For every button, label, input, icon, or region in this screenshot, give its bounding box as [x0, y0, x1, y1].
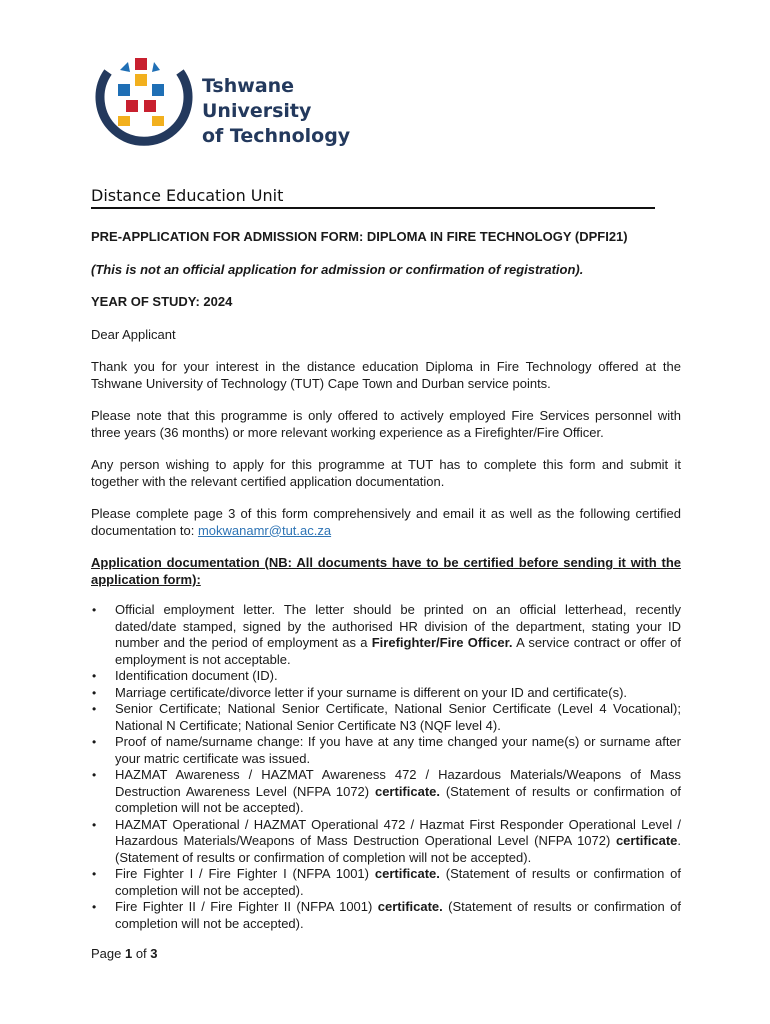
list-item: • Marriage certificate/divorce letter if your surname is different on your ID and certificate(s). — [91, 685, 681, 702]
list-item: • Identification document (ID). — [91, 668, 681, 685]
list-item: • Senior Certificate; National Senior Certificate, National Senior Certificate (Level 4 Vocational); National N Certificate; National Senior Certificate N3 (NQF level 4). — [91, 701, 681, 734]
university-name-line2: of Technology — [202, 125, 351, 147]
unit-title: Distance Education Unit — [91, 186, 655, 209]
list-item: • HAZMAT Operational / HAZMAT Operational 472 / Hazmat First Responder Operational Level / Hazardous Materials/Weapons of Mass Destruction Operational Level (NFPA 1072) certificate. (Statement of results or confirmation of completion will not be accepted). — [91, 817, 681, 867]
list-item: • Proof of name/surname change: If you have at any time changed your name(s) or surname after your matric certificate was issued. — [91, 734, 681, 767]
list-item: • Official employment letter. The letter should be printed on an official letterhead, recently dated/date stamped, signed by the authorised HR division of the department, stating your ID number and the period of employment as a Firefighter/Fire Officer. A service contract or offer of employment is not acceptable. — [91, 602, 681, 668]
form-title: PRE-APPLICATION FOR ADMISSION FORM: DIPLOMA IN FIRE TECHNOLOGY (DPFI21) — [91, 229, 628, 244]
documents-list — [91, 602, 681, 932]
document-body — [91, 229, 681, 932]
university-name-line1: Tshwane University — [202, 75, 312, 122]
list-item: • Fire Fighter II / Fire Fighter II (NFPA 1001) certificate. (Statement of results or confirmation of completion will not be accepted). — [91, 899, 681, 932]
eligibility-paragraph: Please note that this programme is only offered to actively employed Fire Services personnel with three years (36 months) or more relevant working experience as a Firefighter/Fire Officer. — [91, 408, 681, 440]
email-paragraph — [91, 506, 681, 539]
docs-heading: Application documentation (NB: All documents have to be certified before sending it with the application form): — [91, 555, 681, 587]
greeting: Dear Applicant — [91, 326, 176, 342]
email-link[interactable]: mokwanamr@tut.ac.za — [197, 522, 332, 538]
submission-paragraph: Any person wishing to apply for this programme at TUT has to complete this form and submit it together with the relevant certified application documentation. — [91, 457, 681, 489]
university-logo — [88, 44, 408, 154]
year-of-study: YEAR OF STUDY: 2024 — [91, 294, 233, 309]
university-name — [202, 74, 408, 149]
logo-emblem-icon — [88, 44, 198, 154]
list-item: • HAZMAT Awareness / HAZMAT Awareness 472 / Hazardous Materials/Weapons of Mass Destruction Awareness Level (NFPA 1072) certificate. (Statement of results or confirmation of completion will not be accepted). — [91, 767, 681, 817]
email-instruction: Please complete page 3 of this form comprehensively and email it as well as the following certified documentation to: — [91, 506, 681, 538]
disclaimer: (This is not an official application for admission or confirmation of registration). — [91, 261, 584, 277]
list-item: • Fire Fighter I / Fire Fighter I (NFPA 1001) certificate. (Statement of results or confirmation of completion will not be accepted). — [91, 866, 681, 899]
page-number: Page 1 of 3 — [91, 946, 158, 961]
intro-paragraph: Thank you for your interest in the distance education Diploma in Fire Technology offered at the Tshwane University of Technology (TUT) Cape Town and Durban service points. — [91, 359, 681, 391]
